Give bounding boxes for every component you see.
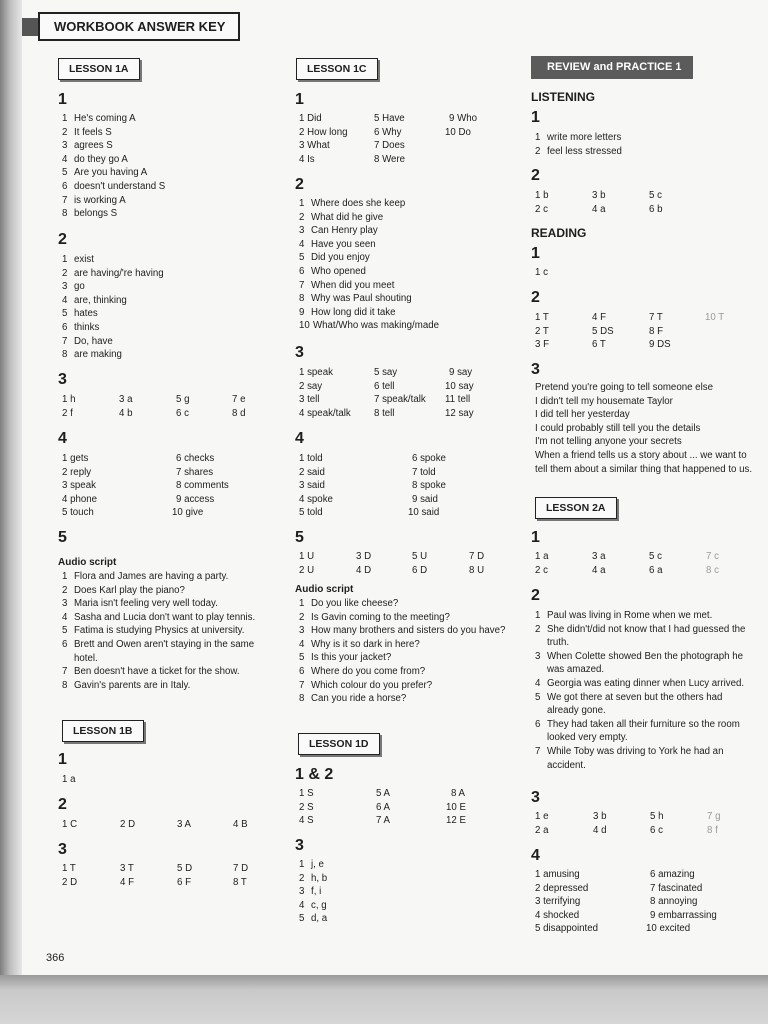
audio-script-label: Audio script xyxy=(58,557,117,568)
exercise-number: 1 & 2 xyxy=(295,766,334,783)
exercise-number: 3 xyxy=(295,837,304,854)
lesson-1d-label: LESSON 1D xyxy=(298,733,380,755)
exercise-number: 3 xyxy=(531,361,540,378)
book-spine xyxy=(0,0,22,985)
lesson-1a-ex2: 1 exist 2 are having/'re having 3 go 4 are, thinking 5 hates 6 thinks 7 Do, have 8 are making xyxy=(62,254,164,361)
review-and-practice-label: REVIEW and PRACTICE 1 xyxy=(531,56,693,79)
listening-heading: LISTENING xyxy=(531,90,596,104)
exercise-number: 2 xyxy=(295,176,304,193)
exercise-number: 2 xyxy=(531,167,540,184)
exercise-number: 1 xyxy=(58,91,67,108)
listening-ex1: 1 write more letters 2 feel less stressed xyxy=(535,132,622,157)
exercise-number: 2 xyxy=(58,796,67,813)
lesson-1c-label: LESSON 1C xyxy=(296,58,378,80)
scan-bottom-edge xyxy=(0,975,768,1024)
page-number: 366 xyxy=(46,952,65,964)
exercise-number: 4 xyxy=(295,430,304,447)
lesson-1b-label: LESSON 1B xyxy=(62,720,144,742)
lesson-1a-label: LESSON 1A xyxy=(58,58,140,80)
exercise-number: 3 xyxy=(58,841,67,858)
exercise-number: 1 xyxy=(531,245,540,262)
exercise-number: 5 xyxy=(295,529,304,546)
exercise-number: 2 xyxy=(531,289,540,306)
exercise-number: 1 xyxy=(531,109,540,126)
lesson-2a-label: LESSON 2A xyxy=(535,497,617,519)
exercise-number: 3 xyxy=(295,344,304,361)
lesson-1a-ex1: 1 He's coming A 2 It feels S 3 agrees S 4 do they go A 5 Are you having A 6 doesn't understand S 7 is working A 8 belongs S xyxy=(62,113,166,220)
lesson-1a-ex5: 1 Flora and James are having a party. 2 Does Karl play the piano? 3 Maria isn't feeling very well today. 4 Sasha and Lucia don't want to play tennis. 5 Fatima is studying Physics at university. 6 Brett and Owen aren't staying in the same hotel. 7 Ben doesn't have a ticket for the show. 8 Gavin's parents are in Italy. xyxy=(62,571,256,691)
lesson-1d-ex3: 1 j, e 2 h, b 3 f, i 4 c, g 5 d, a xyxy=(299,859,328,925)
exercise-number: 3 xyxy=(531,789,540,806)
exercise-number: 1 xyxy=(295,91,304,108)
lesson-1c-ex2: 1 Where does she keep 2 What did he give 3 Can Henry play 4 Have you seen 5 Did you enjoy 6 Who opened 7 When did you meet 8 Why was Paul shouting 9 How long did it take 10 What/Who was making/made xyxy=(299,198,439,332)
exercise-number: 1 xyxy=(531,529,540,546)
exercise-number: 4 xyxy=(58,430,67,447)
audio-script-label: Audio script xyxy=(295,584,354,595)
title-tab xyxy=(22,18,38,36)
lesson-1c-audio: 1 Do you like cheese? 2 Is Gavin coming to the meeting? 3 How many brothers and sisters do you have? 4 Why is it so dark in here? 5 Is this your jacket? 6 Where do you come from? 7 Which colour do you prefer? 8 Can you ride a horse? xyxy=(299,598,506,705)
exercise-number: 4 xyxy=(531,847,540,864)
exercise-number: 1 xyxy=(58,751,67,768)
reading-ex3: Pretend you're going to tell someone else I didn't tell my housemate Taylor I did tell her yesterday I could probably still tell you the details I'm not telling anyone your secrets When a friend tells us a story about ... we want to tell them about a similar thing that happened to us. xyxy=(535,382,753,475)
exercise-number: 3 xyxy=(58,371,67,388)
exercise-number: 2 xyxy=(58,231,67,248)
lesson-2a-ex2: 1 Paul was living in Rome when we met. 2 She didn't/did not know that I had guessed the truth. 3 When Colette showed Ben the photograph he was amazed. 4 Georgia was eating dinner when Lucy arrived. 5 We got there at seven but the others had already gone. 6 They had taken all their furniture so the room looked very empty. 7 While Toby was driving to York he had an accident. xyxy=(535,610,746,771)
reading-heading: READING xyxy=(531,226,587,240)
exercise-number: 2 xyxy=(531,587,540,604)
page-title: WORKBOOK ANSWER KEY xyxy=(38,12,240,41)
exercise-number: 5 xyxy=(58,529,67,546)
